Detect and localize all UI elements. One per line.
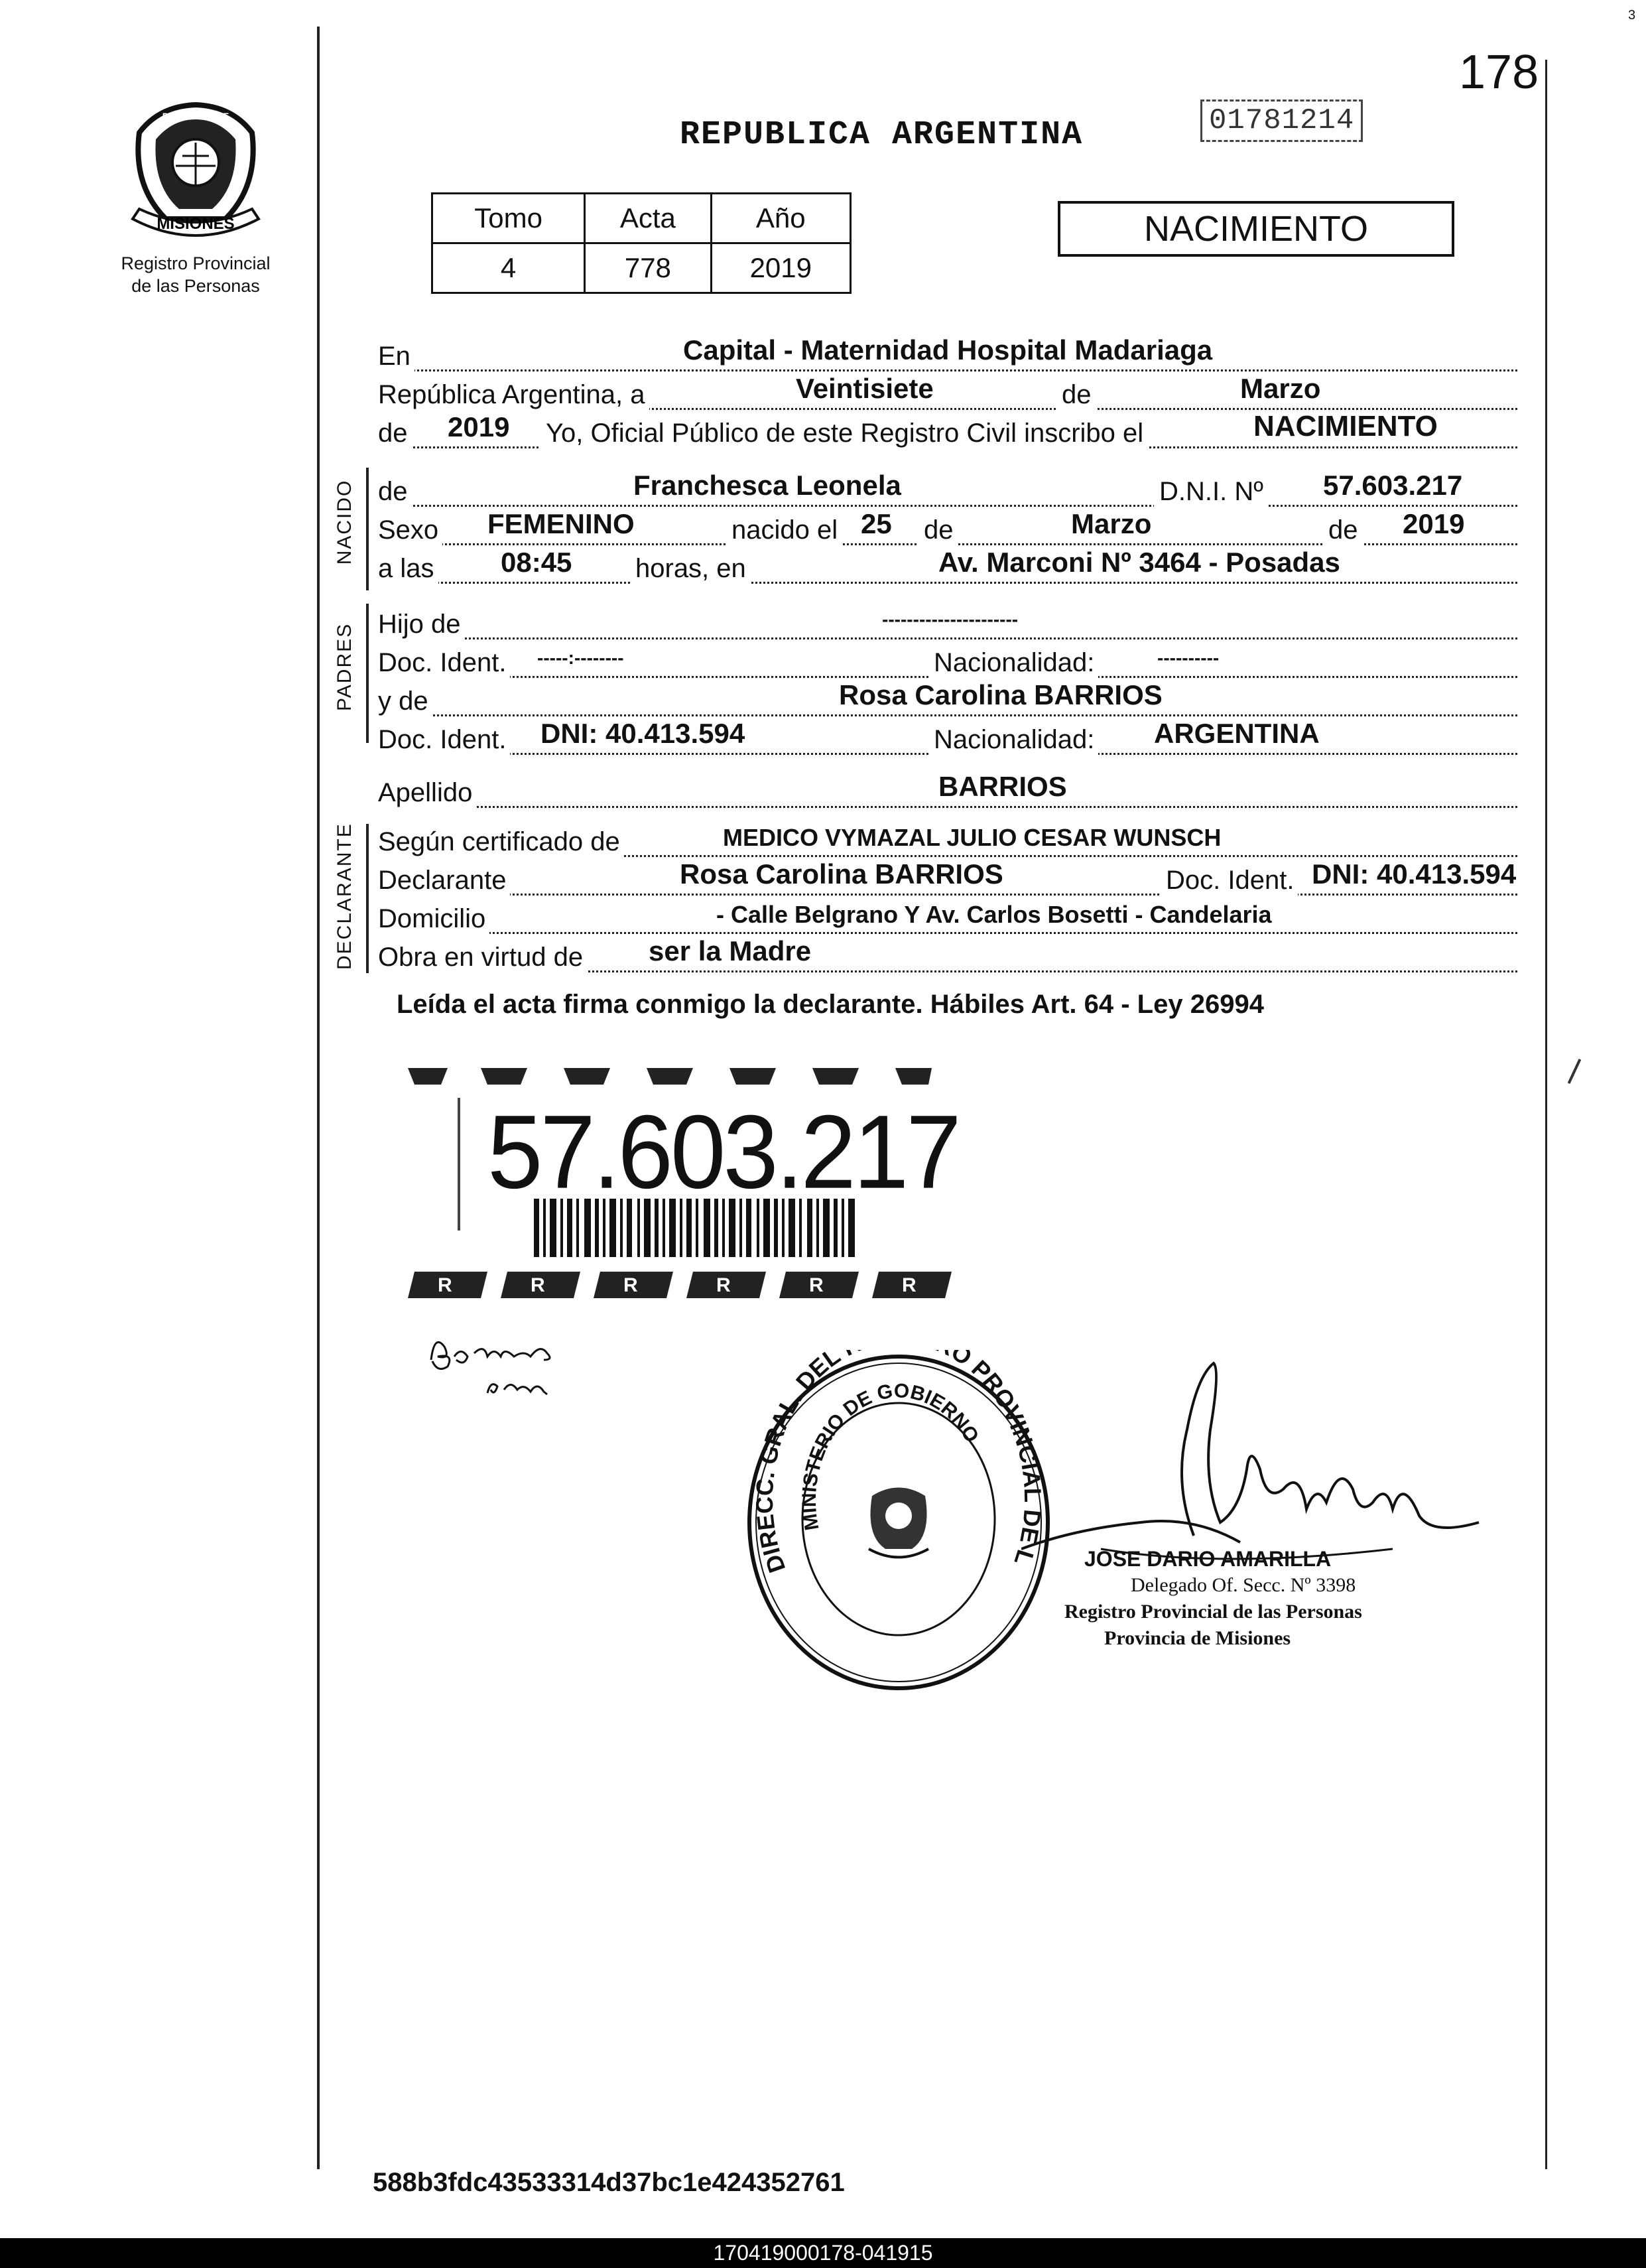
- child-dni-value: 57.603.217: [1323, 470, 1463, 501]
- father-nationality-label: Nacionalidad:: [928, 648, 1098, 678]
- signatory-block: [1064, 1546, 1362, 1652]
- svg-text:R: R: [531, 1274, 545, 1296]
- closing-statement: Leída el acta firma conmigo la declarante. Hábiles Art. 64 - Ley 26994: [397, 990, 1264, 1019]
- mother-nationality-value: ARGENTINA: [1154, 718, 1320, 749]
- signatory-province: Provincia de Misiones: [1104, 1627, 1291, 1649]
- line-en: [378, 334, 1517, 375]
- birth-address-value: Av. Marconi Nº 3464 - Posadas: [938, 547, 1340, 578]
- nacido-de-label: de: [378, 477, 412, 507]
- right-margin-line: [1545, 60, 1547, 2169]
- y-de-label: y de: [378, 687, 432, 716]
- svg-text:R: R: [438, 1274, 452, 1296]
- registry-table-header: Acta: [585, 194, 711, 243]
- line-certificado: [378, 823, 1517, 861]
- en-label: En: [378, 342, 414, 371]
- apellido-value: BARRIOS: [938, 771, 1067, 802]
- father-nationality-value: ----------: [1157, 647, 1220, 668]
- father-doc-label: Doc. Ident.: [378, 648, 510, 678]
- time-value: 08:45: [501, 547, 572, 578]
- page-number: 178: [1459, 46, 1539, 99]
- line-hijo: [378, 605, 1517, 643]
- signatory-title: Delegado Of. Secc. Nº 3398: [1131, 1574, 1356, 1596]
- event-value: NACIMIENTO: [1253, 410, 1438, 442]
- year-value: 2019: [448, 411, 510, 442]
- dni-sticker: [401, 1058, 985, 1303]
- seal-graphic: [739, 1350, 1058, 1695]
- mother-doc-label: Doc. Ident.: [378, 725, 510, 755]
- a-las-label: a las: [378, 554, 438, 584]
- seal-outer-text: DIRECC. GRAL. DEL O PROVINCIAL DE L: [750, 1350, 1047, 1577]
- line-declarante: [378, 858, 1517, 900]
- apellido-label: Apellido: [378, 778, 476, 808]
- document-hash: 588b3fdc43533314d37bc1e424352761: [373, 2168, 845, 2197]
- line-republica: [378, 375, 1517, 414]
- obra-label: Obra en virtud de: [378, 943, 587, 972]
- line-nacido-name: [378, 472, 1517, 511]
- line-father-doc: [378, 643, 1517, 682]
- svg-text:R: R: [902, 1274, 917, 1296]
- sexo-value: FEMENINO: [487, 508, 635, 539]
- registry-table-cell: 2019: [711, 243, 850, 293]
- serial-number: 01781214: [1200, 100, 1363, 142]
- registry-table-cell: 778: [585, 243, 711, 293]
- left-margin-line: [317, 27, 320, 2169]
- seal-inner-text: MINISTERIO DE GOBIERNO: [798, 1380, 983, 1532]
- republica-label: República Argentina, a: [378, 380, 649, 410]
- line-sexo: [378, 508, 1517, 549]
- declarant-doc-label: Doc. Ident.: [1161, 866, 1298, 896]
- registry-table-value-row: [432, 243, 851, 293]
- address-value: - Calle Belgrano Y Av. Carlos Bosetti - Candelaria: [716, 901, 1272, 928]
- logo-caption-line2: de las Personas: [131, 276, 260, 296]
- certificate-by-value: MEDICO VYMAZAL JULIO CESAR WUNSCH: [723, 824, 1222, 851]
- registry-table-header: Año: [711, 194, 850, 243]
- corner-mark: 3: [1628, 8, 1636, 23]
- nacido-bracket: [366, 468, 369, 590]
- line-mother-doc: [378, 720, 1517, 759]
- hijo-label: Hijo de: [378, 610, 465, 639]
- record-type-box: NACIMIENTO: [1058, 201, 1454, 257]
- nacido-de2-label: de: [918, 515, 958, 545]
- declarante-label: Declarante: [378, 866, 510, 896]
- child-name-value: Franchesca Leonela: [633, 470, 901, 501]
- logo-arc-text: PROVINCIA DE: [162, 111, 229, 121]
- certificado-label: Según certificado de: [378, 827, 624, 857]
- stray-mark: [1568, 1059, 1582, 1084]
- capacity-value: ser la Madre: [649, 935, 812, 967]
- place-value: Capital - Maternidad Hospital Madariaga: [683, 334, 1213, 366]
- handwritten-note-graphic: [424, 1320, 597, 1413]
- registry-table-header-row: [432, 194, 851, 243]
- day-words-value: Veintisiete: [796, 373, 934, 404]
- birth-month-value: Marzo: [1071, 508, 1152, 539]
- nacido-section-label: NACIDO: [334, 479, 355, 565]
- padres-bracket: [366, 604, 369, 743]
- domicilio-label: Domicilio: [378, 904, 489, 934]
- horas-label: horas, en: [630, 554, 750, 584]
- sticker-dni-number: 57.603.217: [487, 1093, 959, 1211]
- padres-section-label: PADRES: [334, 622, 355, 711]
- birth-day-value: 25: [861, 508, 892, 539]
- sexo-label: Sexo: [378, 515, 442, 545]
- country-title: REPUBLICA ARGENTINA: [680, 116, 1084, 154]
- nacido-el-label: nacido el: [726, 515, 842, 545]
- signatory-office: Registro Provincial de las Personas: [1064, 1601, 1362, 1623]
- svg-text:R: R: [623, 1274, 638, 1296]
- nacido-de3-label: de: [1323, 515, 1362, 545]
- declarant-name-value: Rosa Carolina BARRIOS: [680, 858, 1003, 890]
- registry-table-cell: 4: [432, 243, 585, 293]
- declarante-section-label: DECLARANTE: [334, 823, 355, 970]
- month-value: Marzo: [1240, 373, 1321, 404]
- official-seal: [739, 1350, 1058, 1695]
- declarant-doc-value: DNI: 40.413.594: [1312, 858, 1517, 890]
- svg-text:R: R: [809, 1274, 824, 1296]
- line-mother: [378, 679, 1517, 720]
- declarante-bracket: [366, 824, 369, 973]
- de-label: de: [1058, 380, 1096, 410]
- mother-doc-value: DNI: 40.413.594: [540, 718, 745, 749]
- mother-nationality-label: Nacionalidad:: [928, 725, 1098, 755]
- logo-caption: [96, 252, 295, 297]
- father-doc-value: -----:--------: [537, 647, 624, 668]
- line-obra: [378, 935, 1517, 976]
- dni-label: D.N.I. Nº: [1154, 477, 1267, 507]
- father-name-value: ----------------------: [882, 609, 1019, 630]
- yo-label: Yo, Oficial Público de este Registro Civil inscribo el: [540, 419, 1147, 448]
- handwritten-note: [424, 1320, 597, 1416]
- province-logo: [119, 93, 272, 252]
- line-hora: [378, 549, 1517, 588]
- de2-label: de: [378, 419, 412, 448]
- logo-caption-line1: Registro Provincial: [121, 253, 271, 273]
- line-domicilio: [378, 900, 1517, 938]
- registry-table-header: Tomo: [432, 194, 585, 243]
- logo-banner-text: MISIONES: [157, 215, 235, 233]
- registry-table: [431, 192, 852, 294]
- svg-text:R: R: [716, 1274, 731, 1296]
- footer-code: 170419000178-041915: [0, 2238, 1646, 2268]
- line-apellido: [378, 773, 1517, 812]
- mother-name-value: Rosa Carolina BARRIOS: [839, 679, 1163, 710]
- line-year: [378, 410, 1517, 452]
- signatory-name: JOSE DARIO AMARILLA: [1084, 1547, 1332, 1571]
- birth-year-value: 2019: [1403, 508, 1465, 539]
- coat-of-arms-icon: [119, 93, 272, 252]
